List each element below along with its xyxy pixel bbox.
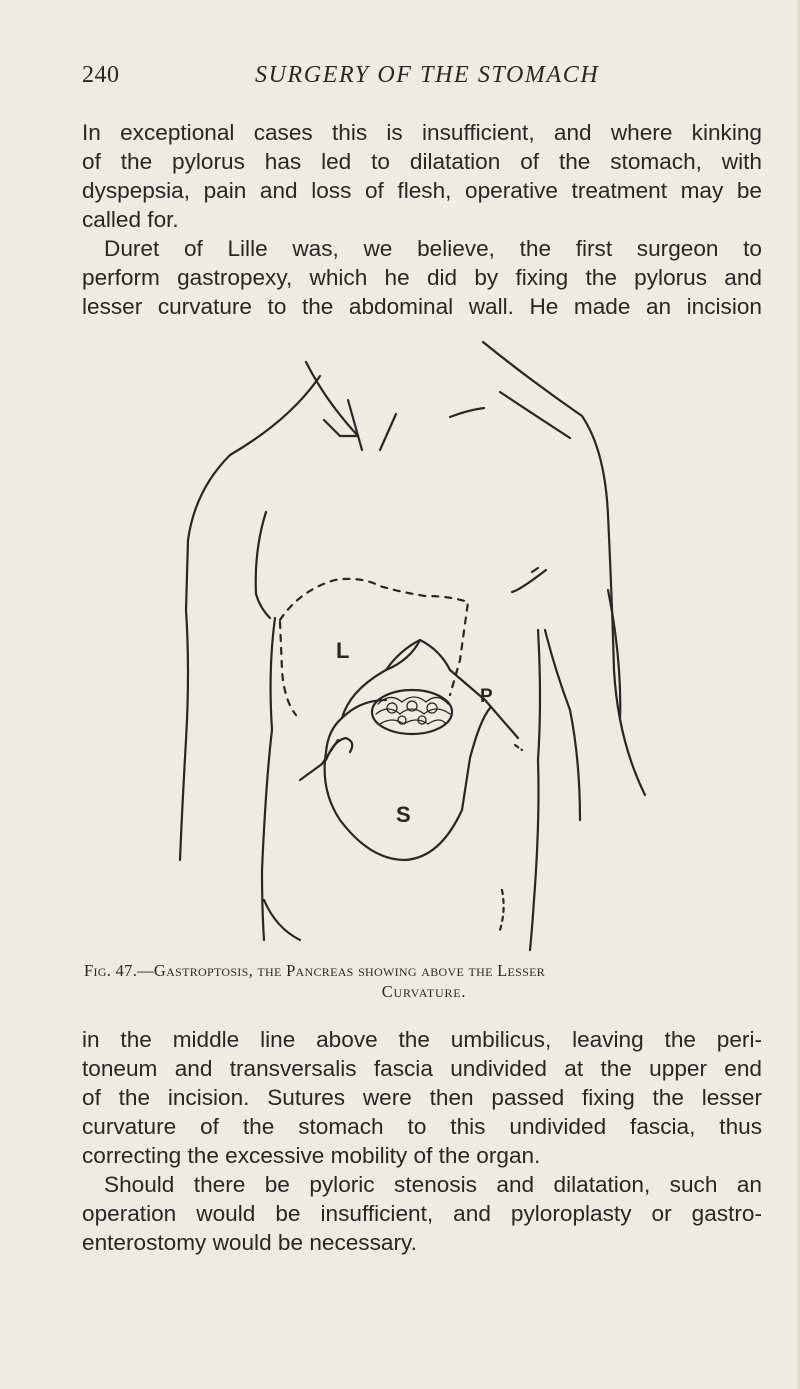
text-line: of the incision. Sutures were then passed fixing the lesser <box>82 1085 762 1110</box>
left-neck-line <box>306 362 358 436</box>
right-costal-tick <box>512 570 546 592</box>
text-line: perform gastropexy, which he did by fixing the pylorus and <box>82 265 762 290</box>
running-header <box>82 62 722 96</box>
lower-dashed-line <box>500 890 504 930</box>
left-abdominal-wall <box>262 618 275 940</box>
right-abdominal-wall <box>530 630 540 950</box>
sternal-notch-left <box>348 400 362 450</box>
left-shoulder-outline <box>186 376 320 610</box>
left-arm-outline <box>180 610 188 860</box>
pyloric-curl <box>326 738 352 760</box>
pylorus-label: P <box>480 686 493 707</box>
text-line: In exceptional cases this is insufficient, and where kinking <box>82 120 762 145</box>
stomach-label: S <box>396 802 411 827</box>
page-number: 240 <box>82 62 120 88</box>
text-line: of the pylorus has led to dilatation of the stomach, with <box>82 149 762 174</box>
text-line: Duret of Lille was, we believe, the first surgeon to <box>104 236 762 261</box>
duodenum-tick <box>515 745 522 750</box>
text-line: dyspepsia, pain and loss of flesh, operative treatment may be <box>82 178 762 203</box>
left-groin-line <box>264 900 300 940</box>
stomach-outline <box>325 708 490 860</box>
right-arm-outline <box>608 515 645 795</box>
gastroptosis-diagram <box>150 340 670 960</box>
text-line: lesser curvature to the abdominal wall. He made an incision <box>82 294 762 319</box>
running-title: SURGERY OF THE STOMACH <box>255 62 600 88</box>
text-line: toneum and transversalis fascia undivided at the upper end <box>82 1056 762 1081</box>
cardia-line <box>300 740 338 780</box>
paragraph-top <box>82 118 762 321</box>
text-line: curvature of the stomach to this undivided fascia, thus <box>82 1114 762 1139</box>
caption-line-1: Fig. 47.—Gastroptosis, the Pancreas showing above the Lesser <box>84 961 546 980</box>
pancreas-shading <box>376 697 450 724</box>
left-ribcage-margin <box>256 512 270 618</box>
figure-caption <box>84 961 764 1002</box>
sternal-notch-right <box>380 414 396 450</box>
liver-left-edge <box>280 622 296 715</box>
right-clavicle-line <box>450 408 484 417</box>
text-line: correcting the excessive mobility of the organ. <box>82 1143 541 1168</box>
left-clavicle-line <box>324 420 358 436</box>
page-edge <box>796 0 800 1389</box>
liver-label: L <box>336 638 350 663</box>
stomach-upper-line <box>342 640 420 718</box>
right-costal-slash <box>532 568 538 572</box>
paragraph-bottom <box>82 1025 762 1257</box>
text-line: enterostomy would be necessary. <box>82 1230 417 1255</box>
right-shoulder-outline <box>483 342 608 515</box>
text-line: operation would be insufficient, and pyloroplasty or gastro- <box>82 1201 762 1226</box>
anatomical-figure <box>150 340 670 960</box>
text-line: in the middle line above the umbilicus, leaving the peri- <box>82 1027 762 1052</box>
text-line: Should there be pyloric stenosis and dilatation, such an <box>104 1172 762 1197</box>
caption-line-2: Curvature. <box>381 982 467 1001</box>
text-line: called for. <box>82 207 179 232</box>
right-outer-wall <box>545 630 580 820</box>
